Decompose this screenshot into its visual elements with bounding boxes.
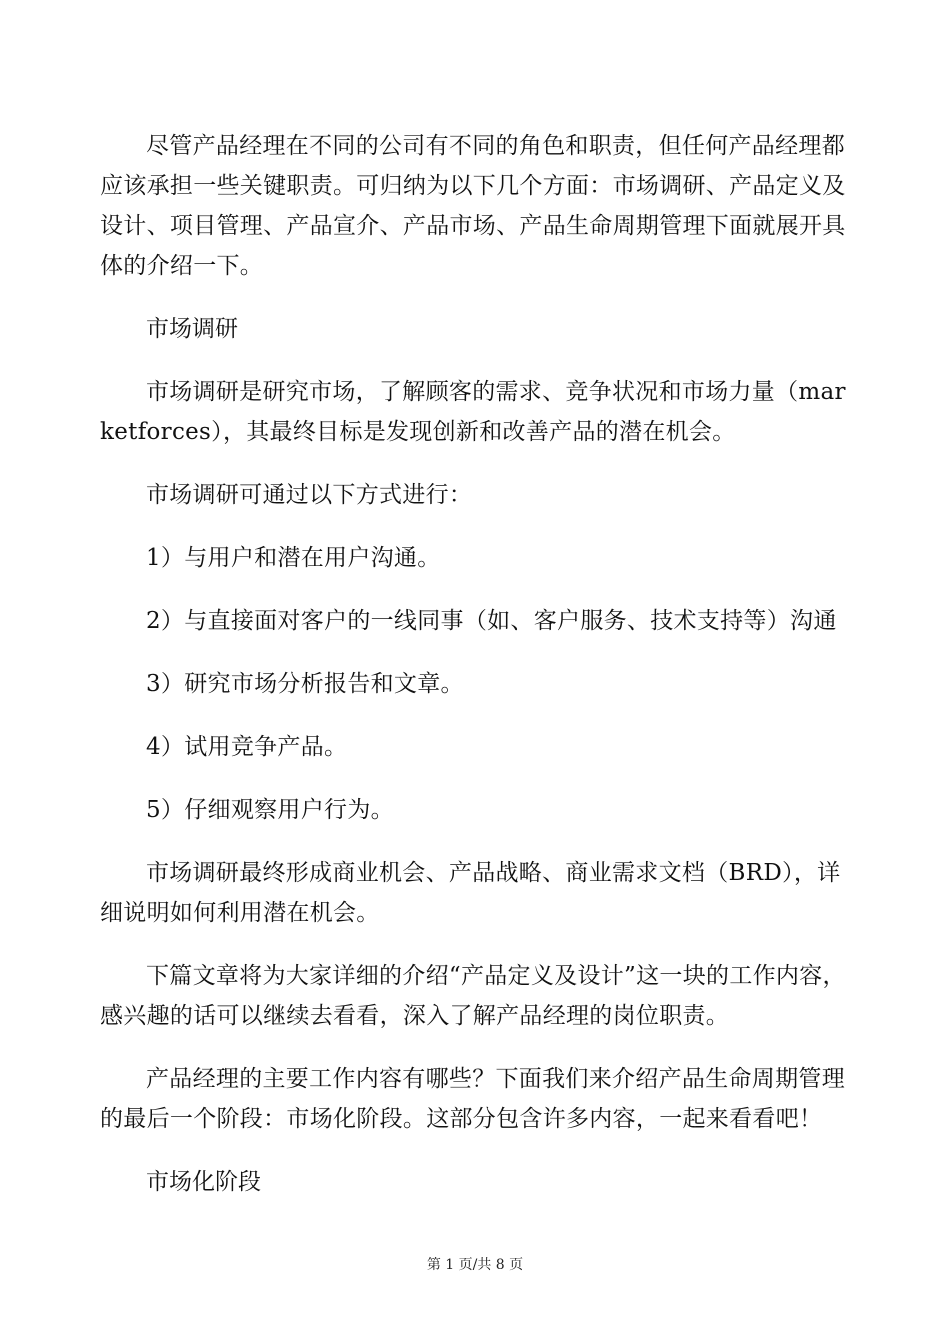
page-footer: [0, 1254, 950, 1274]
paragraph-work-content-intro: 产品经理的主要工作内容有哪些？下面我们来介绍产品生命周期管理的最后一个阶段：市场化阶段。这部分包含许多内容，一起来看看吧！: [100, 1066, 845, 1132]
list-item-method-5: 5）仔细观察用户行为。: [146, 797, 394, 823]
list-item-method-2: 2）与直接面对客户的一线同事（如、客户服务、技术支持等）沟通: [146, 608, 837, 634]
paragraph-market-research-definition: 市场调研是研究市场，了解顾客的需求、竞争状况和市场力量（marketforces），其最终目标是发现创新和改善产品的潜在机会。: [100, 379, 846, 445]
section-heading-marketization-stage: 市场化阶段: [146, 1169, 261, 1195]
list-item-method-1: 1）与用户和潜在用户沟通。: [146, 545, 441, 571]
list-item-method-3: 3）研究市场分析报告和文章。: [146, 671, 464, 697]
document-body: [100, 126, 860, 1225]
section-heading-market-research: 市场调研: [146, 316, 238, 342]
page-number-label: 第 1 页/共 8 页: [426, 1257, 524, 1273]
paragraph-research-outcome: 市场调研最终形成商业机会、产品战略、商业需求文档（BRD），详细说明如何利用潜在机会。: [100, 860, 841, 926]
paragraph-next-article: 下篇文章将为大家详细的介绍“产品定义及设计”这一块的工作内容，感兴趣的话可以继续去看看，深入了解产品经理的岗位职责。: [100, 963, 846, 1029]
paragraph-research-methods-intro: 市场调研可通过以下方式进行：: [146, 482, 473, 508]
list-item-method-4: 4）试用竞争产品。: [146, 734, 348, 760]
paragraph-intro: 尽管产品经理在不同的公司有不同的角色和职责，但任何产品经理都应该承担一些关键职责。可归纳为以下几个方面：市场调研、产品定义及设计、项目管理、产品宣介、产品市场、产品生命周期管理下面就展开具体的介绍一下。: [100, 133, 846, 279]
